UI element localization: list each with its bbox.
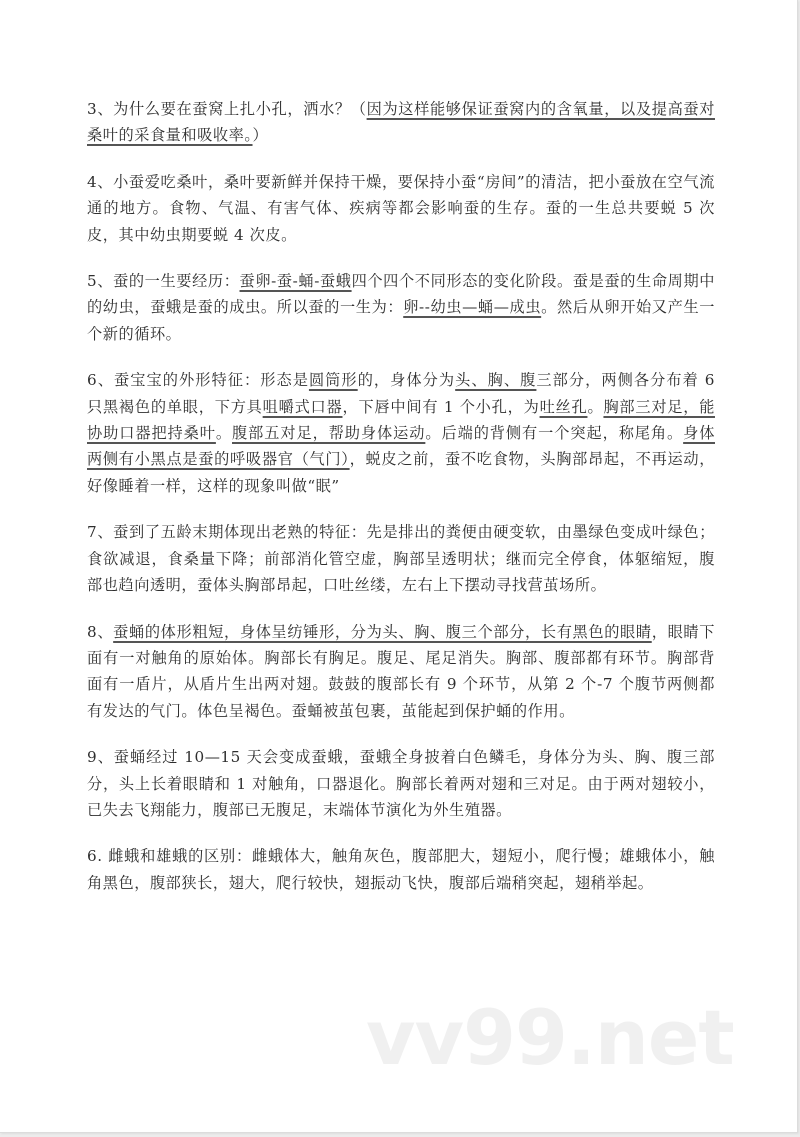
paragraph-q5 [87, 268, 715, 347]
q6-text-10: 。 [215, 424, 233, 443]
q7-text: 7、蚕到了五龄末期体现出老熟的特征：先是排出的粪便由硬变软，由墨绿色变成叶绿色；食欲减退，食桑量下降；前部消化管空虚，胸部呈透明状；继而完全停食，体躯缩短，腹部也趋向透明，蚕体头胸部昂起，口吐丝缕，左右上下摆动寻找营茧场所。 [87, 523, 715, 595]
q6b-text: 6. 雌蛾和雄蛾的区别：雌蛾体大，触角灰色，腹部肥大，翅短小，爬行慢；雄蛾体小，触角黑色，腹部狭长，翅大，爬行较快，翅振动飞快，腹部后端稍突起，翅稍举起。 [87, 847, 715, 892]
q5-lifecycle-underlined: 卵--幼虫—蛹—成虫 [403, 298, 542, 317]
q3-answer-underlined: 因为这样能够保证蚕窝内的含氧量，以及提高蚕对桑叶的采食量和吸收率。 [87, 100, 715, 145]
document-body [87, 96, 715, 896]
paragraph-q4 [87, 169, 715, 248]
q6-text-4: 三部分，两侧各分布着 6 只黑褐色的单眼，下方具 [87, 371, 715, 416]
paragraph-q6 [87, 367, 715, 499]
q6-text-0: 6、蚕宝宝的外形特征：形态是 [87, 371, 309, 390]
q6-underlined-spiracles: 身体两侧有小黑点是蚕的呼吸器官（气门） [87, 424, 715, 469]
q3-text: 3、为什么要在蚕窝上扎小孔，洒水？（ [87, 100, 367, 118]
q6-underlined-thoracic-legs: 胸部三对足，能协助口器把持桑叶 [87, 397, 715, 443]
q6-underlined-body-parts: 头、胸、腹 [455, 371, 537, 390]
q6-text-14: ，蜕皮之前，蚕不吃食物，头胸部昂起，不再运动，好像睡着一样，这样的现象叫做“眠” [87, 450, 715, 495]
q4-text: 4、小蚕爱吃桑叶，桑叶要新鲜并保持干燥，要保持小蚕“房间”的清洁，把小蚕放在空气流通的地方。食物、气温、有害气体、疾病等都会影响蚕的生存。蚕的一生总共要蜕 5 次皮，其中幼虫期要蜕 4 次皮。 [87, 172, 715, 244]
q6-underlined-spinneret: 吐丝孔 [539, 397, 588, 416]
paragraph-q3 [87, 96, 715, 149]
q3-text-end: ） [252, 126, 269, 145]
q6-text-12: 。后端的背侧有一个突起，称尾角。 [425, 424, 684, 443]
paragraph-q9 [87, 744, 715, 823]
q6-underlined-shape: 圆筒形 [308, 371, 358, 390]
q6-text-6: ，下唇中间有 1 个小孔，为 [342, 397, 540, 416]
q9-text: 9、蚕蛹经过 10—15 天会变成蚕蛾，蚕蛾全身披着白色鳞毛，身体分为头、胸、腹三部分，头上长着眼睛和 1 对触角，口器退化。胸部长着两对翅和三对足。由于两对翅较小，已失去飞翔能力，腹部已无腹足，末端体节演化为外生殖器。 [87, 748, 715, 819]
paragraph-q6b [87, 843, 715, 896]
q5-text-end: 。然后从卵开始又产生一个新的循环。 [87, 298, 716, 343]
q5-stages-underlined: 蚕卵-蚕-蛹-蚕蛾 [239, 272, 352, 291]
paragraph-q8 [87, 619, 715, 725]
q6-text-2: 的，身体分为 [357, 371, 456, 390]
paragraph-q7 [87, 519, 715, 598]
q6-text-8: 。 [587, 397, 604, 416]
q8-text-2: ，眼睛下面有一对触角的原始体。胸部长有胸足。腹足、尾足消失。胸部、腹部都有环节。胸部背面有一盾片，从盾片生出两对翅。鼓鼓的腹部长有 9 个环节，从第 2 个-7 个腹节两侧都有发达的气门。体色呈褐色。蚕蛹被茧包裹，茧能起到保护蛹的作用。 [87, 622, 715, 720]
q8-underlined-pupa-form: 蚕蛹的体形粗短，身体呈纺锤形，分为头、胸、腹三个部分，长有黑色的眼睛 [113, 622, 652, 641]
q8-text-0: 8、 [87, 622, 114, 641]
q6-underlined-mouthparts: 咀嚼式口器 [262, 397, 343, 416]
q5-text: 5、蚕的一生要经历： [87, 272, 240, 291]
q6-underlined-abdominal-legs: 腹部五对足，帮助身体运动 [232, 424, 426, 443]
watermark-text: vv99.net [366, 993, 734, 1082]
q5-text-mid: 四个四个不同形态的变化阶段。蚕是蚕的生命周期中的幼虫，蚕蛾是蚕的成虫。所以蚕的一生为： [87, 272, 715, 317]
